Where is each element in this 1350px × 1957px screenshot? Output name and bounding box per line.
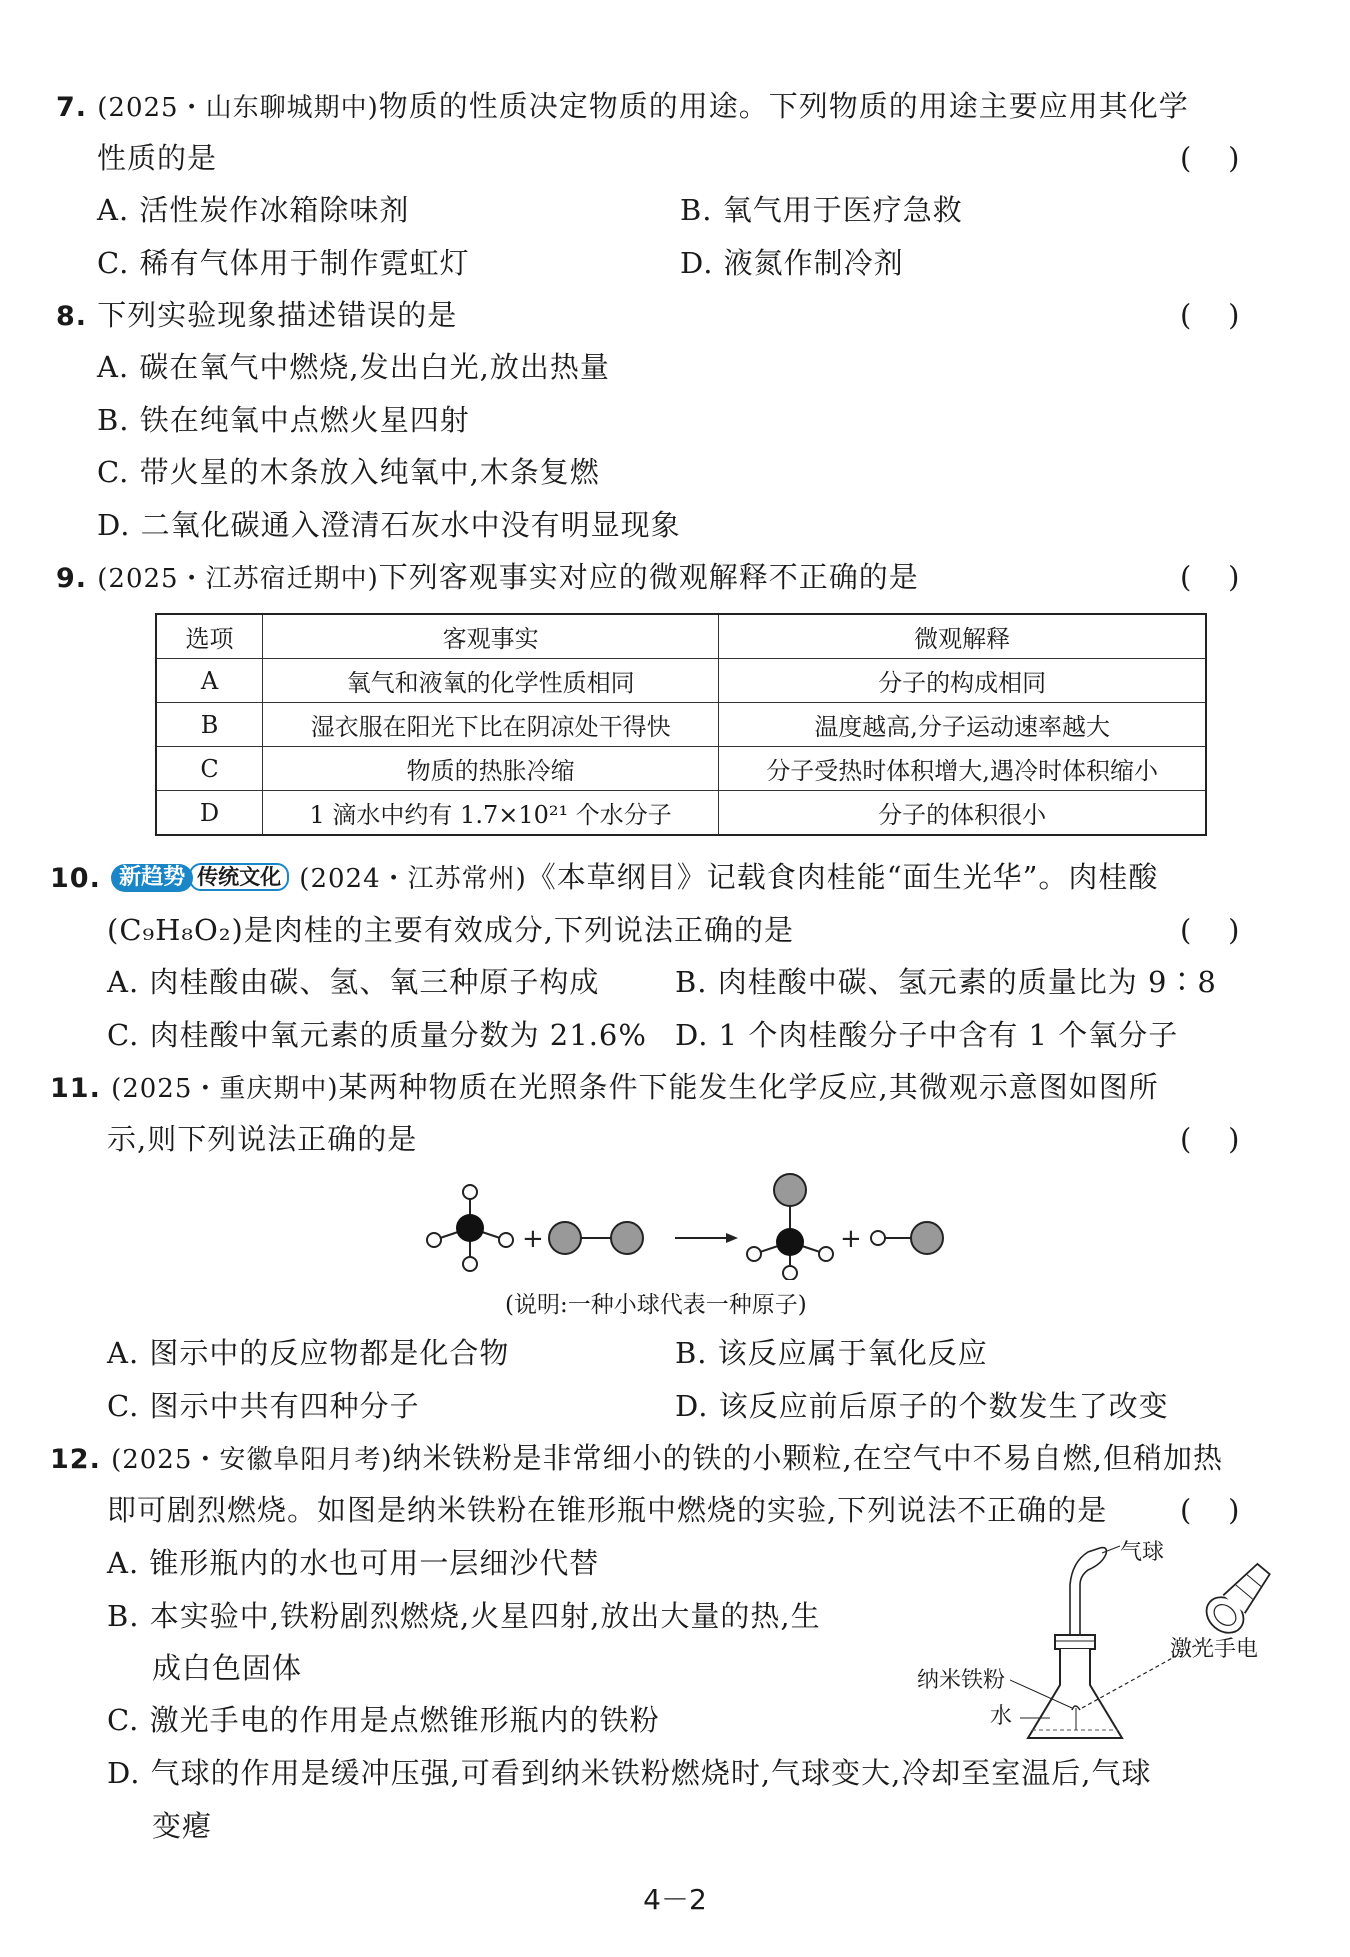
option-d: D. 1 个肉桂酸分子中含有 1 个氧分子 <box>675 1018 1179 1052</box>
option-d: D. 该反应前后原子的个数发生了改变 <box>675 1389 1169 1423</box>
question-source: (2025・江苏宿迁期中) <box>97 564 379 594</box>
option-a: A. 锥形瓶内的水也可用一层细沙代替 <box>107 1546 600 1580</box>
option-b-line-2: 成白色固体 <box>152 1651 303 1685</box>
reaction-diagram <box>420 1170 960 1280</box>
option-b: B. 肉桂酸中碳、氢元素的质量比为 9∶8 <box>675 965 1217 999</box>
laser-flashlight-icon <box>1199 1556 1278 1640</box>
option-c: C. 稀有气体用于制作霓虹灯 <box>97 246 470 280</box>
plus-sign: + <box>840 1224 862 1254</box>
question-stem: 物质的性质决定物质的用途。下列物质的用途主要应用其化学 <box>378 89 1189 123</box>
iron-powder-label: 纳米铁粉 <box>917 1668 1006 1693</box>
table-cell: 分子的体积很小 <box>719 791 1206 836</box>
rubber-stopper <box>1055 1635 1095 1649</box>
product-molecule-2 <box>871 1222 943 1254</box>
water-label: 水 <box>990 1704 1013 1729</box>
table-row <box>156 747 1206 791</box>
answer-paren: ( ) <box>1180 913 1240 947</box>
traditional-culture-badge: 传统文化 <box>189 863 289 891</box>
laser-label: 激光手电 <box>1170 1637 1259 1662</box>
table-cell: 温度越高,分子运动速率越大 <box>719 703 1206 747</box>
answer-paren: ( ) <box>1180 560 1240 594</box>
diagram-caption: (说明:一种小球代表一种原子) <box>505 1292 807 1318</box>
table-header-row <box>156 614 1206 659</box>
table-header: 选项 <box>156 614 263 659</box>
option-b: B. 氧气用于医疗急救 <box>680 193 963 227</box>
reactant-molecule-2 <box>549 1222 643 1254</box>
table-row <box>156 659 1206 703</box>
question-12-stem-line-2: 即可剧烈燃烧。如图是纳米铁粉在锥形瓶中燃烧的实验,下列说法不正确的是 <box>107 1493 1108 1527</box>
option-c: C. 带火星的木条放入纯氧中,木条复燃 <box>97 455 600 489</box>
option-b: B. 铁在纯氧中点燃火星四射 <box>97 403 470 437</box>
question-10-stem-line-2: (C₉H₈O₂)是肉桂的主要有效成分,下列说法正确的是 <box>107 913 794 947</box>
plus-sign: + <box>522 1224 544 1254</box>
option-d: D. 二氧化碳通入澄清石灰水中没有明显现象 <box>97 508 681 542</box>
option-c: C. 肉桂酸中氧元素的质量分数为 21.6% <box>107 1018 647 1052</box>
question-source: (2025・安徽阜阳月考) <box>111 1445 393 1475</box>
answer-paren: ( ) <box>1180 1122 1240 1156</box>
balloon-label: 气球 <box>1120 1540 1165 1565</box>
table-cell: 分子受热时体积增大,遇冷时体积缩小 <box>719 747 1206 791</box>
question-7-stem-line-1 <box>56 86 1189 128</box>
answer-paren: ( ) <box>1180 298 1240 332</box>
page-number: 4－2 <box>643 1883 707 1916</box>
option-d-line-1: D. 气球的作用是缓冲压强,可看到纳米铁粉燃烧时,气球变大,冷却至室温后,气球 <box>107 1756 1152 1790</box>
question-number: 10. <box>50 863 101 894</box>
table-header: 微观解释 <box>719 614 1206 659</box>
option-c: C. 激光手电的作用是点燃锥形瓶内的铁粉 <box>107 1703 660 1737</box>
option-a: A. 图示中的反应物都是化合物 <box>107 1336 510 1370</box>
new-trend-badge: 新趋势 <box>111 864 193 892</box>
option-d: D. 液氮作制冷剂 <box>680 246 904 280</box>
question-number: 9. <box>56 563 88 594</box>
question-number: 11. <box>50 1073 101 1104</box>
answer-paren: ( ) <box>1180 141 1240 175</box>
table-cell: 物质的热胀冷缩 <box>263 747 719 791</box>
option-d-line-2: 变瘪 <box>152 1809 213 1843</box>
table-row <box>156 703 1206 747</box>
option-a: A. 活性炭作冰箱除味剂 <box>97 193 410 227</box>
question-source: (2025・山东聊城期中) <box>97 93 379 123</box>
table-cell: B <box>156 703 263 747</box>
table-cell: 氧气和液氧的化学性质相同 <box>263 659 719 703</box>
question-number: 8. <box>56 301 88 332</box>
facts-table <box>155 613 1207 836</box>
table-cell: C <box>156 747 263 791</box>
question-11-stem-line-1 <box>50 1067 1159 1109</box>
table-cell: A <box>156 659 263 703</box>
question-stem: 某两种物质在光照条件下能发生化学反应,其微观示意图如图所 <box>338 1070 1159 1104</box>
question-7-stem-line-2: 性质的是 <box>97 141 218 175</box>
reactant-molecule-1 <box>427 1185 513 1271</box>
option-a: A. 碳在氧气中燃烧,发出白光,放出热量 <box>97 350 610 384</box>
question-source: (2025・重庆期中) <box>111 1074 339 1104</box>
question-number: 12. <box>50 1444 101 1475</box>
option-b: B. 该反应属于氧化反应 <box>675 1336 988 1370</box>
question-10-stem-line-1 <box>50 857 1158 899</box>
question-11-stem-line-2: 示,则下列说法正确的是 <box>107 1122 418 1156</box>
table-cell: 湿衣服在阳光下比在阴凉处干得快 <box>263 703 719 747</box>
question-8-stem <box>56 295 457 337</box>
option-c: C. 图示中共有四种分子 <box>107 1389 420 1423</box>
table-cell: D <box>156 791 263 836</box>
table-cell: 1 滴水中约有 1.7×10²¹ 个水分子 <box>263 791 719 836</box>
table-cell: 分子的构成相同 <box>719 659 1206 703</box>
option-b-line-1: B. 本实验中,铁粉剧烈燃烧,火星四射,放出大量的热,生 <box>107 1599 821 1633</box>
question-number: 7. <box>56 92 88 123</box>
question-source: (2024・江苏常州) <box>299 864 527 894</box>
question-stem: 下列实验现象描述错误的是 <box>97 298 458 332</box>
question-12-stem-line-1 <box>50 1438 1223 1480</box>
question-stem: 纳米铁粉是非常细小的铁的小颗粒,在空气中不易自燃,但稍加热 <box>392 1441 1223 1475</box>
question-9-stem <box>56 557 919 599</box>
option-a: A. 肉桂酸由碳、氢、氧三种原子构成 <box>107 965 600 999</box>
question-stem: 下列客观事实对应的微观解释不正确的是 <box>378 560 919 594</box>
product-molecule-1 <box>747 1174 833 1280</box>
reaction-arrow <box>675 1233 738 1243</box>
table-row <box>156 791 1206 836</box>
answer-paren: ( ) <box>1180 1493 1240 1527</box>
question-stem: 《本草纲目》记载食肉桂能“面生光华”。肉桂酸 <box>526 860 1159 894</box>
table-header: 客观事实 <box>263 614 719 659</box>
balloon-icon <box>1070 1546 1120 1635</box>
